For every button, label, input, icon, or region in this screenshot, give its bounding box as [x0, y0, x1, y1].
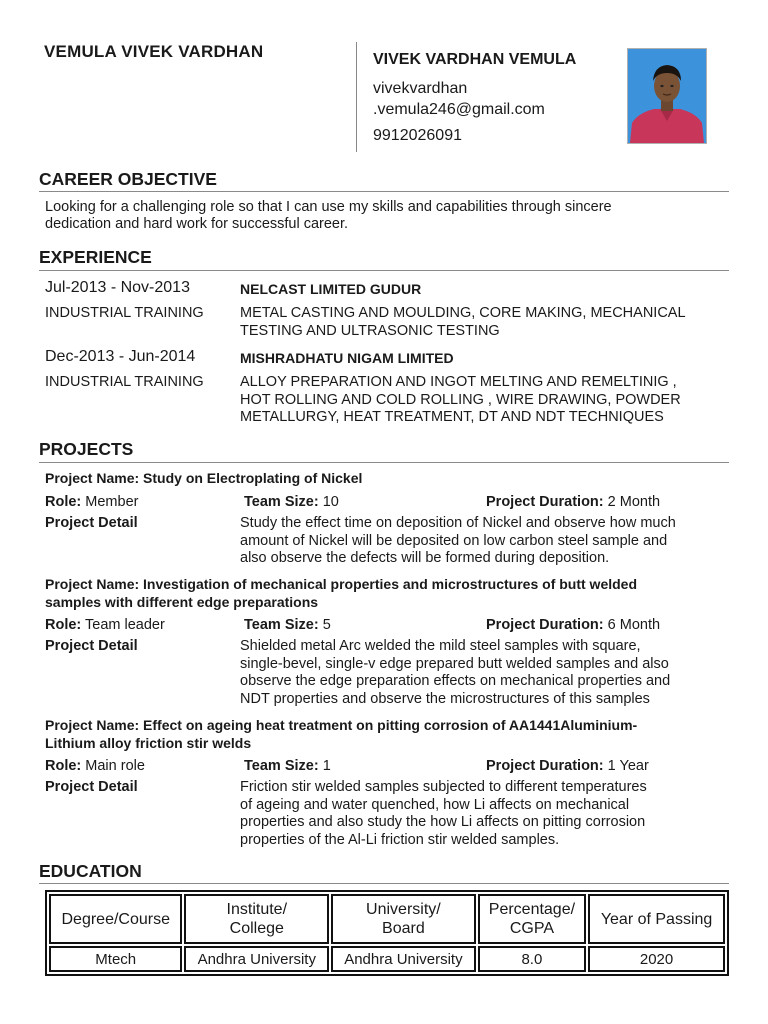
objective-line-2: dedication and hard work for successful career.: [45, 216, 349, 232]
phone-number: 9912026091: [373, 127, 462, 144]
section-divider: [39, 462, 729, 463]
detail-line: observe the edge preparation effects on mechanical properties and: [240, 673, 671, 689]
project-detail-label: Project Detail: [45, 515, 138, 531]
objective-line-1: Looking for a challenging role so that I can use my skills and capabilities through sincere: [45, 199, 612, 215]
project-name-line: Project Name: Study on Electroplating of Nickel: [45, 470, 363, 486]
header-cell: Year of Passing: [588, 894, 725, 944]
projects-title: PROJECTS: [39, 439, 134, 459]
project-detail-label: Project Detail: [45, 779, 138, 795]
project-name-line: Project Name: Investigation of mechanical properties and microstructures of butt welded: [45, 576, 638, 592]
project-name: [45, 575, 637, 611]
project-name-line: Project Name: Effect on ageing heat treatment on pitting corrosion of AA1441Aluminium-: [45, 717, 638, 733]
detail-line: properties of the Al-Li friction stir welded samples.: [240, 831, 560, 848]
year-cell: 2020: [588, 946, 725, 972]
project-name-line: Lithium alloy friction stir welds: [45, 735, 252, 751]
description-line: HOT ROLLING AND COLD ROLLING , WIRE DRAWING, POWDER: [240, 391, 681, 408]
education-title: EDUCATION: [39, 861, 142, 881]
table-header-row: [49, 894, 725, 944]
detail-line: single-bevel, single-v edge prepared butt welded samples and also: [240, 655, 669, 672]
header-cell: Institute/ College: [184, 894, 329, 944]
project-role: Role: Member: [45, 494, 139, 510]
header-cell: University/ Board: [331, 894, 476, 944]
table-row: [49, 946, 725, 972]
section-divider: [39, 191, 729, 192]
experience-description: [240, 374, 681, 427]
experience-dates: Dec-2013 - Jun-2014: [45, 348, 196, 365]
section-divider: [39, 270, 729, 271]
project-name: [45, 469, 362, 487]
project-duration: Project Duration: 1 Year: [486, 758, 649, 774]
section-divider: [39, 883, 729, 884]
email-line-1: vivekvardhan: [373, 80, 468, 97]
detail-line: properties and also study the how Li affects on pitting corrosion: [240, 814, 646, 830]
detail-line: also observe the defects will be formed during deposition.: [240, 550, 610, 566]
project-duration: Project Duration: 6 Month: [486, 617, 661, 633]
resume-name: VEMULA VIVEK VARDHAN: [44, 42, 264, 61]
project-detail: [240, 515, 676, 568]
percentage-cell: 8.0: [478, 946, 586, 972]
profile-photo: [627, 48, 707, 144]
experience-company: NELCAST LIMITED GUDUR: [240, 281, 422, 297]
email-line-2: .vemula246@gmail.com: [373, 101, 545, 118]
education-table: [45, 890, 729, 976]
university-cell: Andhra University: [331, 946, 476, 972]
experience-dates: Jul-2013 - Nov-2013: [45, 279, 190, 296]
project-duration: Project Duration: 2 Month: [486, 494, 661, 510]
experience-description: [240, 305, 686, 340]
project-name-line: samples with different edge preparations: [45, 594, 319, 610]
detail-line: Shielded metal Arc welded the mild steel samples with square,: [240, 638, 641, 654]
degree-cell: Mtech: [49, 946, 182, 972]
detail-line: Study the effect time on deposition of Nickel and observe how much: [240, 515, 676, 531]
experience-role: INDUSTRIAL TRAINING: [45, 305, 204, 321]
project-team-size: Team Size: 10: [244, 494, 339, 510]
institute-cell: Andhra University: [184, 946, 329, 972]
contact-name: VIVEK VARDHAN VEMULA: [373, 51, 577, 68]
description-line: METAL CASTING AND MOULDING, CORE MAKING, MECHANICAL: [240, 305, 686, 321]
detail-line: amount of Nickel will be deposited on low carbon steel sample and: [240, 532, 668, 549]
project-team-size: Team Size: 5: [244, 617, 331, 633]
project-detail: [240, 638, 670, 708]
experience-title: EXPERIENCE: [39, 247, 152, 267]
header-cell: Degree/Course: [49, 894, 182, 944]
experience-company: MISHRADHATU NIGAM LIMITED: [240, 350, 454, 366]
project-detail-label: Project Detail: [45, 638, 138, 654]
description-line: ALLOY PREPARATION AND INGOT MELTING AND REMELTINIG ,: [240, 374, 677, 390]
project-name: [45, 716, 637, 752]
description-line: METALLURGY, HEAT TREATMENT, DT AND NDT TECHNIQUES: [240, 409, 664, 425]
career-objective-title: CAREER OBJECTIVE: [39, 169, 217, 189]
project-role: Role: Team leader: [45, 617, 165, 633]
project-role: Role: Main role: [45, 758, 145, 774]
project-detail: [240, 779, 647, 849]
project-team-size: Team Size: 1: [244, 758, 331, 774]
detail-line: of ageing and water quenched, how Li affects on mechanical: [240, 796, 630, 813]
header-divider: [356, 42, 357, 152]
description-line: TESTING AND ULTRASONIC TESTING: [240, 322, 500, 339]
header-cell: Percentage/ CGPA: [478, 894, 586, 944]
detail-line: NDT properties and observe the microstructures of this samples: [240, 690, 650, 707]
detail-line: Friction stir welded samples subjected to different temperatures: [240, 779, 647, 795]
experience-role: INDUSTRIAL TRAINING: [45, 374, 204, 390]
